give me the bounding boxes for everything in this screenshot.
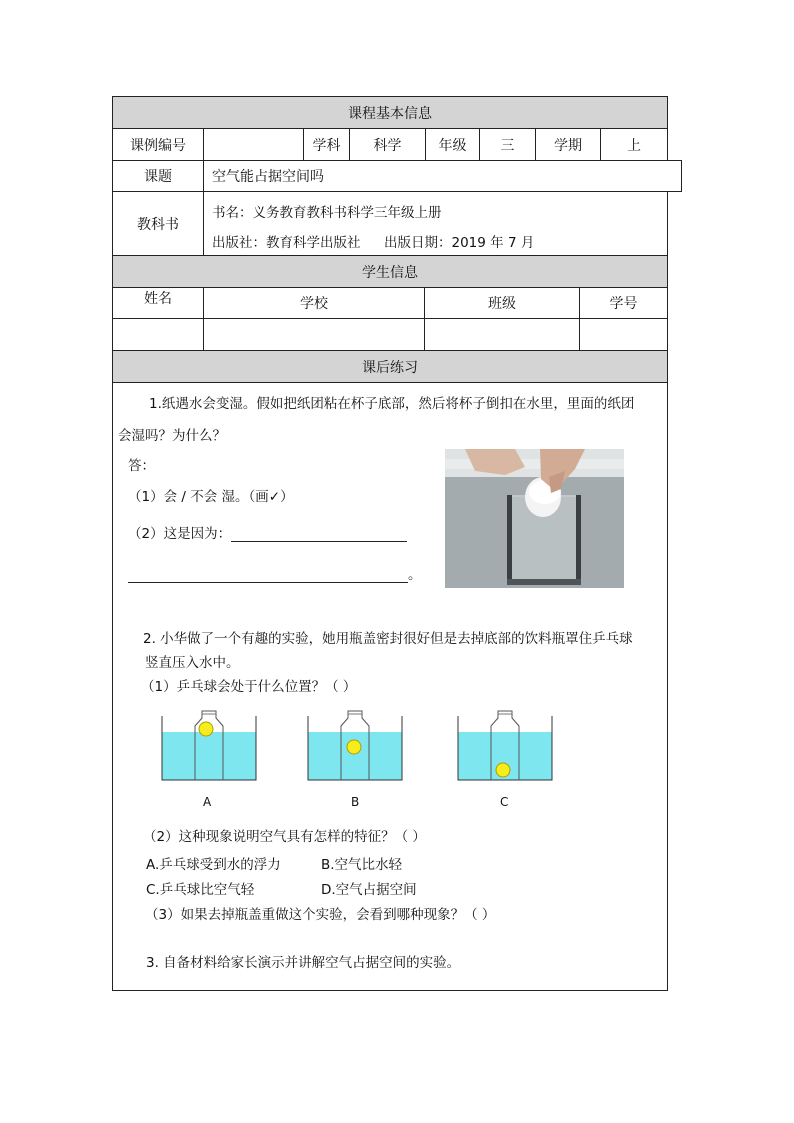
q2-option-c: C.乒乓球比空气轻 xyxy=(146,882,255,898)
textbook-name: 书名：义务教育教科书科学三年级上册 xyxy=(212,205,442,221)
q2-option-b: B.空气比水轻 xyxy=(321,857,403,873)
q1-blank-line2 xyxy=(128,563,422,583)
label-c: C xyxy=(500,795,509,809)
beaker-b-diagram xyxy=(304,704,406,784)
term-label: 学期 xyxy=(554,137,582,154)
course-info-title: 课程基本信息 xyxy=(348,105,432,122)
textbook-publisher: 出版社：教育科学出版社 xyxy=(212,235,361,251)
case-no-value xyxy=(204,129,303,160)
beaker-c-diagram xyxy=(454,704,556,784)
q2-option-d: D.空气占据空间 xyxy=(321,882,417,898)
q1-line1: 1.纸遇水会变湿。假如把纸团粘在杯子底部，然后将杯子倒扣在水里，里面的纸团 xyxy=(149,396,635,412)
student-name-header: 姓名 xyxy=(144,291,172,307)
q2-line2: 竖直压入水中。 xyxy=(145,655,240,671)
student-id-header: 学号 xyxy=(609,296,638,312)
grade-label: 年级 xyxy=(438,137,467,154)
student-info-title: 学生信息 xyxy=(362,264,418,281)
q1-blank-1[interactable] xyxy=(231,527,407,542)
q1-sub2-text: （2）这是因为： xyxy=(128,526,232,542)
q2-option-a: A.乒乓球受到水的浮力 xyxy=(146,857,281,873)
q1-sub1: （1）会 / 不会 湿。（画✓） xyxy=(128,489,294,505)
q3-line1: 3. 自备材料给家长演示并讲解空气占据空间的实验。 xyxy=(146,955,461,971)
student-class-header: 班级 xyxy=(488,296,516,312)
q2-line1: 2. 小华做了一个有趣的实验，她用瓶盖密封很好但是去掉底部的饮料瓶罩住乒乓球 xyxy=(143,631,633,647)
q2-sub1: （1）乒乓球会处于什么位置？（ ） xyxy=(141,679,357,695)
subject-value: 科学 xyxy=(373,137,402,154)
experiment-photo-svg xyxy=(445,449,624,588)
q2-sub3: （3）如果去掉瓶盖重做这个实验，会看到哪种现象？（ ） xyxy=(145,907,496,923)
subject-label: 学科 xyxy=(312,137,341,154)
topic-value: 空气能占据空间吗 xyxy=(212,169,324,185)
exercise-title: 课后练习 xyxy=(362,359,418,376)
beaker-a-diagram xyxy=(158,704,260,784)
experiment-photo xyxy=(445,449,624,588)
student-school-header: 学校 xyxy=(300,296,328,312)
grade-value: 三 xyxy=(500,137,515,154)
q1-answer-label: 答： xyxy=(128,458,155,474)
textbook-label: 教科书 xyxy=(137,216,179,233)
q1-blank-2[interactable] xyxy=(128,568,408,583)
label-a: A xyxy=(203,795,212,809)
label-b: B xyxy=(351,795,360,809)
term-value: 上 xyxy=(627,137,641,154)
textbook-date: 出版日期：2019 年 7 月 xyxy=(384,235,535,251)
q2-sub2: （2）这种现象说明空气具有怎样的特征？（ ） xyxy=(143,829,426,845)
q1-end-mark: 。 xyxy=(408,567,422,583)
q1-sub2 xyxy=(128,522,407,542)
q1-line2: 会湿吗？为什么？ xyxy=(118,428,226,444)
case-no-label: 课例编号 xyxy=(130,137,186,154)
topic-label: 课题 xyxy=(144,169,172,185)
